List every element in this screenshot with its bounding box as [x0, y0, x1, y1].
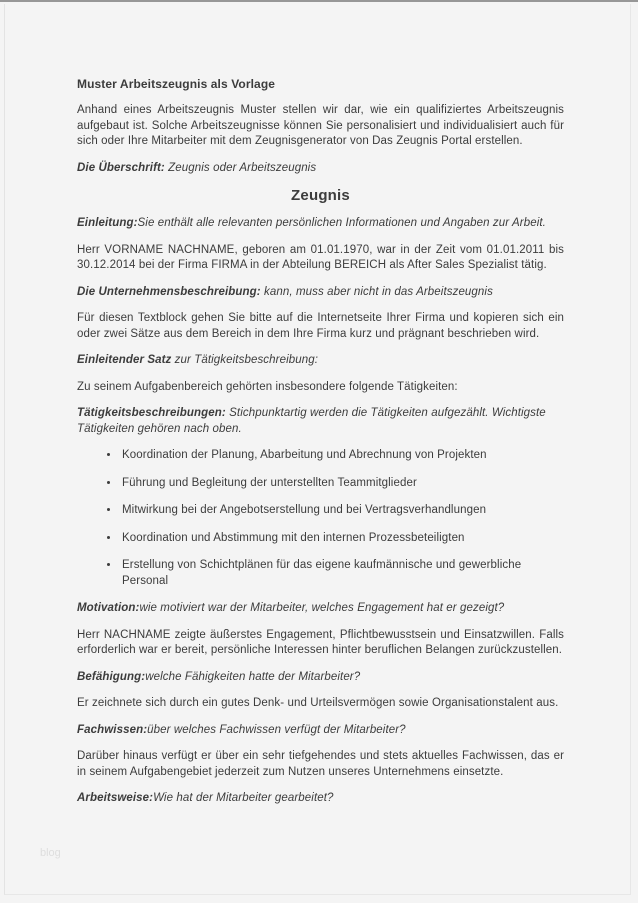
section-ueberschrift-label: Die Überschrift: — [77, 161, 165, 174]
paragraph-aufgabenbereich: Zu seinem Aufgabenbereich gehörten insbesondere folgende Tätigkeiten: — [77, 380, 458, 393]
section-einleitung — [77, 216, 564, 232]
section-motivation — [77, 601, 564, 617]
watermark-blog: blog — [40, 847, 61, 859]
section-einleitender-satz — [77, 353, 564, 369]
section-taetigkeitsbeschreibungen — [77, 406, 564, 437]
section-arbeitsweise-text: Wie hat der Mitarbeiter gearbeitet? — [153, 792, 334, 804]
section-einleitung-label: Einleitung: — [77, 217, 138, 229]
section-befaehigung-text: welche Fähigkeiten hatte der Mitarbeiter? — [145, 670, 361, 683]
task-list — [77, 448, 564, 589]
section-einleitender-satz-text: zur Tätigkeitsbeschreibung: — [171, 354, 318, 366]
section-befaehigung-label: Befähigung: — [77, 670, 146, 683]
section-motivation-label: Motivation: — [77, 602, 140, 614]
section-ueberschrift — [77, 161, 564, 177]
paragraph-motivation: Herr NACHNAME zeigte äußerstes Engagement, Pflichtbewusstsein und Einsatzwillen. Falls erforderlich war er bereit, persönliche Interessen hinter beruflichen Belangen zurückzustellen. — [77, 628, 564, 656]
section-unternehmensbeschreibung-text: kann, muss aber nicht in das Arbeitszeugnis — [260, 285, 493, 298]
section-taetigkeitsbeschreibungen-label: Tätigkeitsbeschreibungen: — [77, 407, 226, 419]
section-befaehigung — [77, 670, 564, 686]
paragraph-intro: Anhand eines Arbeitszeugnis Muster stellen wir dar, wie ein qualifiziertes Arbeitszeugnis aufgebaut ist. Solche Arbeitszeugnisse können Sie personalisiert und individualisiert auch für sich oder Ihre Mitarbeiter mit dem Zeugnisgenerator von Das Zeugnis Portal erstellen. — [77, 104, 564, 147]
section-einleitung-text: Sie enthält alle relevanten persönlichen Informationen und Angaben zur Arbeit. — [137, 217, 546, 229]
document-heading: Muster Arbeitszeugnis als Vorlage — [77, 77, 276, 91]
section-arbeitsweise-label: Arbeitsweise: — [77, 792, 154, 804]
paragraph-person: Herr VORNAME NACHNAME, geboren am 01.01.1970, war in der Zeit vom 01.01.2011 bis 30.12.2014 bei der Firma FIRMA in der Abteilung BEREICH als After Sales Spezialist tätig. — [77, 243, 564, 271]
task-list-item: • Erstellung von Schichtplänen für das eigene kaufmännische und gewerbliche Personal — [120, 558, 564, 589]
task-list-item: • Mitwirkung bei der Angebotserstellung und bei Vertragsverhandlungen — [120, 503, 564, 519]
section-arbeitsweise — [77, 791, 564, 807]
section-fachwissen-label: Fachwissen: — [77, 723, 148, 736]
zeugnis-title: Zeugnis — [291, 187, 350, 204]
document-content — [77, 76, 564, 818]
section-ueberschrift-text: Zeugnis oder Arbeitszeugnis — [164, 161, 317, 174]
paragraph-textblock: Für diesen Textblock gehen Sie bitte auf die Internetseite Ihrer Firma und kopieren sich ein oder zwei Sätze aus dem Bereich in dem Ihre Firma kurz und prägnant beschrieben wird. — [77, 312, 564, 340]
paragraph-befaehigung: Er zeichnete sich durch ein gutes Denk- und Urteilsvermögen sowie Organisationstalent aus. — [77, 697, 559, 709]
section-motivation-text: wie motiviert war der Mitarbeiter, welches Engagement hat er gezeigt? — [139, 602, 505, 614]
section-unternehmensbeschreibung-label: Die Unternehmensbeschreibung: — [77, 285, 261, 298]
section-einleitender-satz-label: Einleitender Satz — [77, 354, 172, 366]
task-list-item: • Führung und Begleitung der unterstellten Teammitglieder — [120, 476, 564, 492]
section-unternehmensbeschreibung — [77, 285, 564, 301]
section-taetigkeitsbeschreibungen-text: Stichpunktartig werden die Tätigkeiten aufgezählt. Wichtigste Tätigkeiten gehören nach oben. — [77, 407, 546, 435]
task-list-item: • Koordination und Abstimmung mit den internen Prozessbeteiligten — [120, 531, 564, 547]
section-fachwissen-text: über welches Fachwissen verfügt der Mitarbeiter? — [147, 723, 406, 736]
task-list-item: • Koordination der Planung, Abarbeitung und Abrechnung von Projekten — [120, 448, 564, 464]
paragraph-fachwissen: Darüber hinaus verfügt er über ein sehr tiefgehendes und stets aktuelles Fachwissen, das er in seinem Aufgabengebiet jederzeit zum Nutzen unseres Unternehmens einsetzte. — [77, 750, 564, 778]
section-fachwissen — [77, 723, 564, 739]
